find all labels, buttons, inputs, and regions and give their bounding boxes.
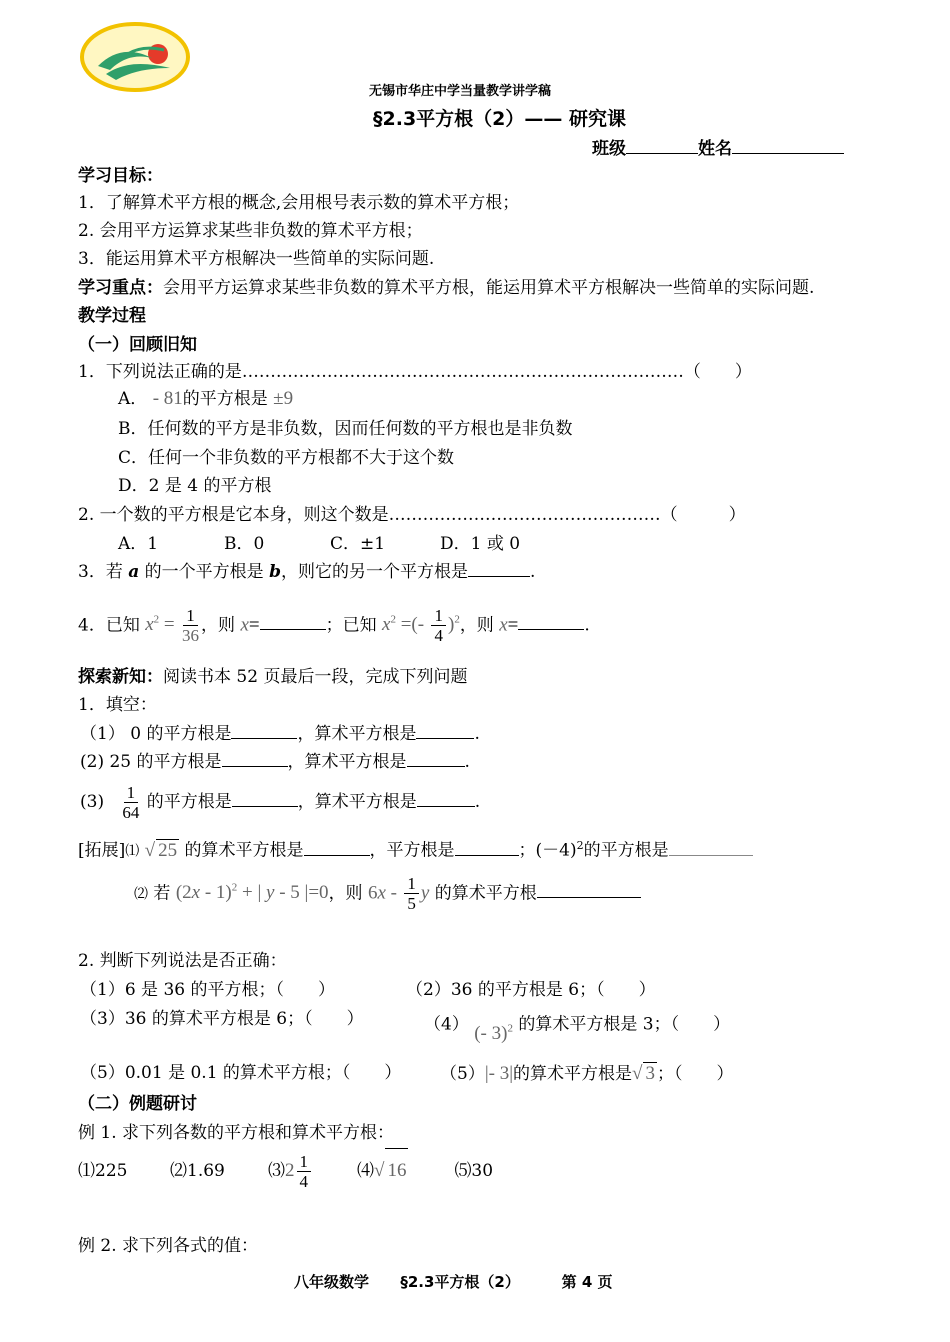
review-heading: （一）回顾旧知 (78, 335, 197, 355)
explore-heading: 探索新知： (78, 667, 163, 687)
math-neg-3-squared: (- 3)$^2$ (474, 1023, 513, 1045)
frac-num: 1 (124, 783, 139, 803)
fill-item-3: (3) $\frac{1}{64}$ 的平方根是 ，算术平方根是 . (80, 783, 481, 822)
example-1-items (78, 1148, 493, 1193)
mixed-whole: 2 (285, 1160, 295, 1181)
judge-item-2: （2）36 的平方根是 6；（ ） (406, 980, 656, 1000)
q4-then: ，则 (201, 615, 236, 636)
frac-den: 64 (122, 803, 140, 822)
ext-text: 的算术平方根是 (184, 840, 304, 861)
q3-mid: 的一个平方根是 (139, 562, 270, 582)
ext-text: 若 (153, 883, 171, 904)
q4-then: ，则 (459, 615, 494, 636)
q1-option-d: D．2 是 4 的平方根 (118, 476, 272, 496)
var-a: a (128, 562, 140, 582)
answer-blank[interactable] (232, 792, 298, 807)
judge-title: 2. 判断下列说法是否正确： (78, 951, 287, 971)
fill-item-2: (2) 25 的平方根是 ，算术平方根是 . (80, 752, 470, 772)
fraction-1-5: $\frac{1}{5}$ (404, 874, 419, 913)
answer-blank[interactable] (537, 883, 641, 898)
example-item: ⑴225 (78, 1161, 128, 1181)
ext-text: 的平方根是 (583, 840, 669, 861)
school-logo (78, 20, 192, 94)
footer-grade: 八年级数学 (294, 1273, 370, 1291)
answer-blank[interactable] (518, 615, 584, 630)
q2-option-a: A．1 (118, 534, 159, 554)
var-x: x (499, 614, 508, 636)
answer-blank[interactable] (455, 841, 519, 856)
fill-label: (2) 25 的平方根是 (80, 752, 222, 772)
judge-item-1: （1）6 是 36 的平方根；（ ） (80, 980, 335, 1000)
name-blank[interactable] (732, 139, 844, 154)
ext-num: ⑵ (134, 886, 148, 903)
judge-item-3: （3）36 的算术平方根是 6；（ ） (80, 1009, 364, 1029)
footer-page: 第 4 页 (561, 1273, 613, 1291)
goal-item: 3．能运用算术平方根解决一些简单的实际问题. (78, 249, 435, 269)
q2-stem: 2. 一个数的平方根是它本身，则这个数是…………………………………………（ ） (78, 505, 746, 525)
key-points-heading: 学习重点： (78, 278, 163, 298)
judge-label: （5） (440, 1064, 485, 1084)
q2-option-b: B．0 (224, 534, 265, 554)
frac-den: 4 (299, 1172, 308, 1191)
explore-intro: 阅读书本 52 页最后一段，完成下列问题 (163, 667, 468, 687)
answer-blank[interactable] (222, 752, 288, 767)
ext-text: ；(－4) (518, 840, 577, 861)
sqrt-25: √ 25 (144, 839, 178, 861)
goals-heading: 学习目标： (78, 166, 163, 186)
math-x-squared: $x^2$ =(- (382, 614, 425, 636)
ext-label: [拓展] (78, 840, 126, 861)
fraction-1-4: $\frac{1}{4}$ (431, 606, 446, 645)
goal-item: 1．了解算术平方根的概念,会用根号表示数的算术平方根； (78, 193, 520, 213)
fraction-mixed (297, 1152, 312, 1191)
var-x: x (240, 614, 249, 636)
fill-item-1: （1） 0 的平方根是 ，算术平方根是 . (80, 724, 480, 744)
judge-text: ；（ ） (656, 1064, 734, 1084)
fraction-1-64 (122, 783, 139, 822)
explore-heading-line (78, 666, 467, 688)
fill-label: (3) (80, 792, 105, 812)
q1-option-a (118, 388, 293, 410)
q1-option-c: C．任何一个非负数的平方根都不大于这个数 (118, 448, 455, 468)
sqrt-16: √ 16 (374, 1160, 408, 1181)
answer-blank[interactable] (416, 724, 474, 739)
answer-blank[interactable] (260, 615, 326, 630)
goal-item: 2. 会用平方运算求某些非负数的算术平方根； (78, 221, 423, 241)
answer-blank[interactable] (468, 562, 530, 577)
math-abs-neg-3: |- 3| (484, 1063, 514, 1084)
q1-option-b: B．任何数的平方是非负数，因而任何数的平方根也是非负数 (118, 419, 573, 439)
answer-blank[interactable] (407, 752, 465, 767)
math-expression: 6x - (367, 882, 397, 904)
page-title: §2.3平方根（2）—— 研究课 (373, 108, 626, 130)
class-name-fields (592, 134, 844, 159)
example-2: 例 2. 求下列各式的值： (78, 1236, 259, 1256)
key-points (78, 277, 814, 299)
q4: 4．已知 $x^2$ = $\frac{1}{36}$ ，则 x= ；已知 $x^2$ =(- $\frac{1}{4}$ )$^2$，则 x= . (78, 606, 590, 646)
frac-num: 1 (297, 1152, 312, 1172)
q4-prefix: 4．已知 (78, 615, 140, 636)
judge-item-4 (424, 1008, 731, 1045)
answer-blank[interactable] (304, 841, 370, 856)
ext-text: 的算术平方根 (434, 883, 537, 904)
key-points-text: 会用平方运算求某些非负数的算术平方根，能运用算术平方根解决一些简单的实际问题. (163, 278, 815, 298)
var-b: b (269, 562, 281, 582)
extension-2 (134, 866, 641, 916)
class-blank[interactable] (626, 139, 698, 154)
var-y: y (420, 882, 430, 904)
sqrt-3: √ 3 (632, 1063, 655, 1084)
footer (294, 1271, 613, 1292)
option-label: A． (118, 389, 148, 409)
judge-text: 的算术平方根是 3；（ ） (518, 1014, 731, 1035)
answer-blank[interactable] (669, 841, 753, 856)
fill-mid: ，算术平方根是 (287, 752, 407, 772)
math-x-squared: $x^2$ = (145, 614, 175, 636)
q1-stem: 1．下列说法正确的是……………………………………………………………………（ ） (78, 362, 752, 382)
answer-blank[interactable] (417, 792, 475, 807)
class-label: 班级 (592, 139, 626, 159)
example-1: 例 1. 求下列各数的平方根和算术平方根： (78, 1123, 395, 1143)
fill-mid: ，算术平方根是 (297, 792, 417, 812)
judge-text: 的算术平方根是 (513, 1064, 633, 1084)
q2-option-d: D．1 或 0 (440, 534, 521, 554)
q2-option-c: C．±1 (330, 534, 386, 554)
fill-title: 1．填空： (78, 695, 157, 715)
ext-text: ，则 (328, 883, 363, 904)
q4-sep: ；已知 (325, 615, 377, 636)
q3: 3．若 a 的一个平方根是 b，则它的另一个平方根是 . (78, 562, 536, 582)
math-close: )$^2$ (447, 614, 460, 636)
math-equation: (2x - 1)$^2$ + | y - 5 |=0 (175, 882, 329, 904)
example-item: ⑵1.69 (170, 1161, 225, 1181)
option-text: 的平方根是 (182, 389, 268, 409)
judge-label: （4） (424, 1014, 469, 1035)
radicand: 16 (385, 1148, 408, 1193)
fill-text: 的平方根是 (146, 792, 232, 812)
process-heading: 教学过程 (78, 306, 146, 326)
q3-prefix: 3．若 (78, 562, 129, 582)
judge-item-6 (440, 1062, 733, 1085)
example-item: ⑸30 (454, 1161, 494, 1181)
math-pm-9: ±9 (273, 388, 294, 409)
answer-blank[interactable] (231, 724, 297, 739)
fill-mid: ，算术平方根是 (297, 724, 417, 744)
fill-label: （1） 0 的平方根是 (80, 724, 232, 744)
footer-section: §2.3平方根（2） (400, 1273, 520, 1291)
fraction-1-36: $\frac{1}{36}$ (182, 606, 200, 646)
radicand: 25 (158, 839, 178, 861)
ext-num: ⑴ (125, 843, 140, 860)
math-neg-81: - 81 (152, 388, 183, 409)
example-item: ⑷ (357, 1161, 374, 1181)
extension-1: [拓展]⑴ √ 25 的算术平方根是 ，平方根是 ；$(-4)^2$的平方根是 (78, 835, 753, 863)
example-item: ⑶ (268, 1161, 285, 1181)
school-name: 无锡市华庄中学当量教学讲学稿 (369, 84, 552, 99)
examples-heading: （二）例题研讨 (78, 1094, 197, 1114)
name-label: 姓名 (698, 139, 732, 159)
ext-text: ，平方根是 (369, 840, 455, 861)
judge-item-5: （5）0.01 是 0.1 的算术平方根；（ ） (80, 1063, 402, 1083)
q3-suffix: ，则它的另一个平方根是 (280, 562, 468, 582)
